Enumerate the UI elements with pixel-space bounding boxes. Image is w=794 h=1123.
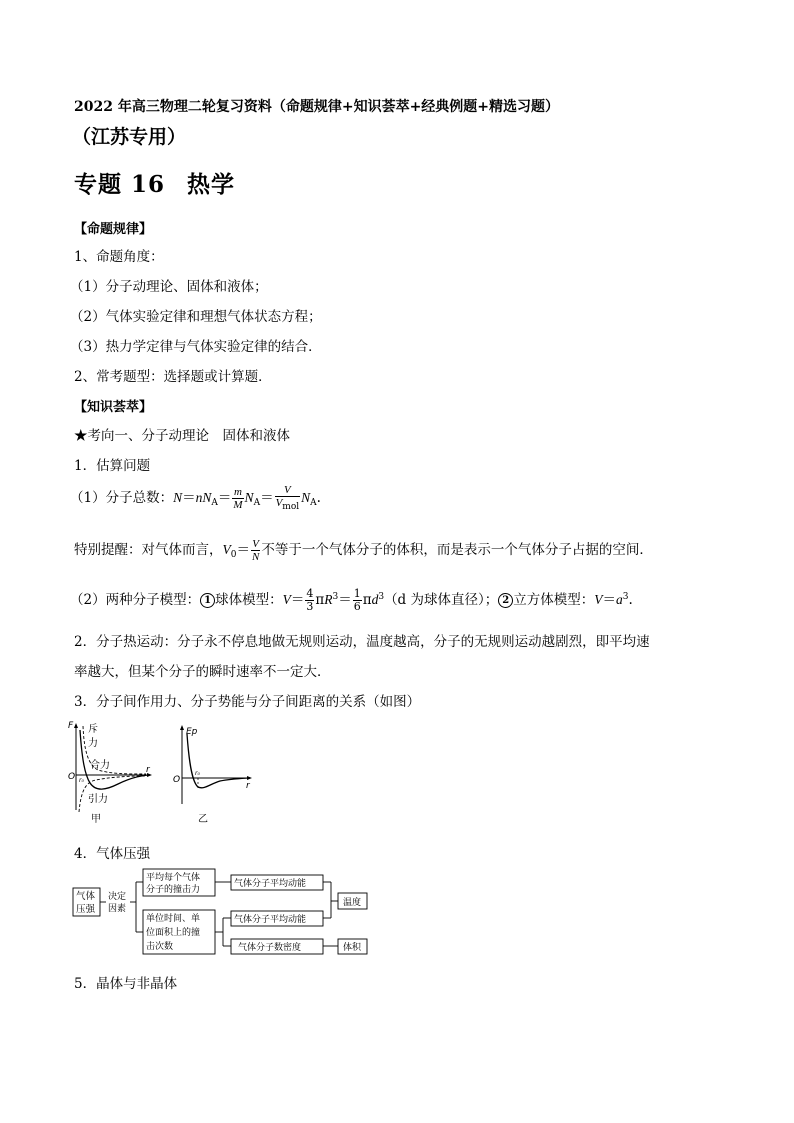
axis-label-r: r [246, 781, 250, 791]
axis-label-F: F [68, 721, 74, 731]
formula-prefix: （1）分子总数： [70, 490, 174, 506]
fraction-V-over-Vmol: $\frac{V}{V_{mol}}$ [275, 484, 300, 512]
crystal-title: 5．晶体与非晶体 [74, 976, 178, 992]
figure-caption-jia: 甲 [91, 814, 101, 825]
factor1-line1: 平均每个气体 [146, 873, 201, 883]
mid-label-1: 气体分子平均动能 [234, 879, 307, 889]
r0-label: r₀ [195, 770, 200, 777]
document-title: 2022 年高三物理二轮复习资料（命题规律+知识荟萃+经典例题+精选习题） [74, 99, 560, 115]
factor2-line2: 位面积上的撞 [146, 928, 201, 938]
potential-energy-curve [187, 734, 248, 788]
force-energy-title: 3．分子间作用力、分子势能与分子间距离的关系（如图） [74, 694, 421, 710]
figure-caption-yi: 乙 [198, 814, 208, 825]
estimation-title: 1．估算问题 [74, 458, 151, 474]
repulsion-label-1: 斥 [88, 724, 98, 735]
circled-number-1: 1 [200, 593, 215, 608]
rules-item-3: （3）热力学定律与气体实验定律的结合． [70, 339, 322, 355]
attraction-label: 引力 [88, 794, 108, 805]
factor1-line2: 分子的撞击力 [146, 885, 201, 895]
topic-direction-line: ★考向一、分子动理论 固体和液体 [74, 428, 290, 444]
label-gas: 气体 [76, 891, 96, 902]
mid-label-3: 气体分子数密度 [238, 943, 302, 953]
force-distance-graph [66, 720, 160, 826]
gas-pressure-diagram [72, 866, 372, 960]
repulsion-label-2: 力 [88, 738, 98, 749]
gas-pressure-title: 4．气体压强 [74, 846, 151, 862]
resultant-label: 合力 [90, 760, 110, 771]
axis-label-Ep: Ep [186, 727, 198, 737]
topic-heading [74, 166, 235, 199]
r0-label: r₀ [79, 777, 84, 784]
origin-label: O [173, 775, 181, 785]
mid-label-2: 气体分子平均动能 [234, 915, 307, 925]
rules-line-1: 1、命题角度： [74, 249, 164, 265]
result-volume: 体积 [343, 943, 362, 953]
document-subtitle: （江苏专用） [72, 126, 187, 148]
axis-label-r: r [146, 765, 150, 775]
rules-item-1: （1）分子动理论、固体和液体； [70, 279, 268, 295]
rules-item-2: （2）气体实验定律和理想气体状态方程； [70, 309, 322, 325]
factor2-line3: 击次数 [146, 942, 174, 952]
label-pressure: 压强 [76, 904, 96, 915]
fraction-m-over-M: $\frac{m}{M}$ [233, 486, 243, 511]
thermal-motion-line-2: 率越大，但某个分子的瞬时速率不一定大． [74, 664, 331, 680]
circled-number-2: 2 [498, 593, 513, 608]
potential-energy-graph [170, 722, 260, 828]
section-heading-knowledge: 【知识荟萃】 [74, 400, 153, 415]
topic-number: 专题 16 [74, 171, 166, 198]
molecule-models: （2）两种分子模型： 1 球体模型：V＝ $\frac{4}{3}$ $\pi R^3=$ $\frac{1}{6}$ $\pi d^3(d$ 为球体直径）； 2 立方体模型：$V=a^3$. [70, 587, 633, 613]
label-decide: 决定 [108, 892, 127, 902]
section-heading-rules: 【命题规律】 [74, 222, 153, 237]
rules-line-2: 2、常考题型：选择题或计算题． [74, 369, 272, 385]
fraction-V-over-N: $\frac{V}{N}$ [251, 538, 260, 563]
label-factors: 因素 [108, 904, 127, 914]
special-note: 特别提醒：对气体而言，$V_0=$ $\frac{V}{N}$ 不等于一个气体分子的体积，而是表示一个气体分子占据的空间． [74, 538, 653, 563]
topic-name: 热学 [187, 171, 236, 198]
result-temperature: 温度 [343, 898, 362, 908]
molecule-count-formula: （1）分子总数：$N=nN_A=$ $\frac{m}{M}$ $N_A=$ $\frac{V}{V_{mol}}$ $N_A$. [70, 484, 321, 512]
origin-label: O [68, 772, 76, 782]
factor2-line1: 单位时间、单 [146, 914, 201, 924]
thermal-motion-line-1: 2．分子热运动：分子永不停息地做无规则运动，温度越高，分子的无规则运动越剧烈，即平均速 [74, 634, 650, 650]
